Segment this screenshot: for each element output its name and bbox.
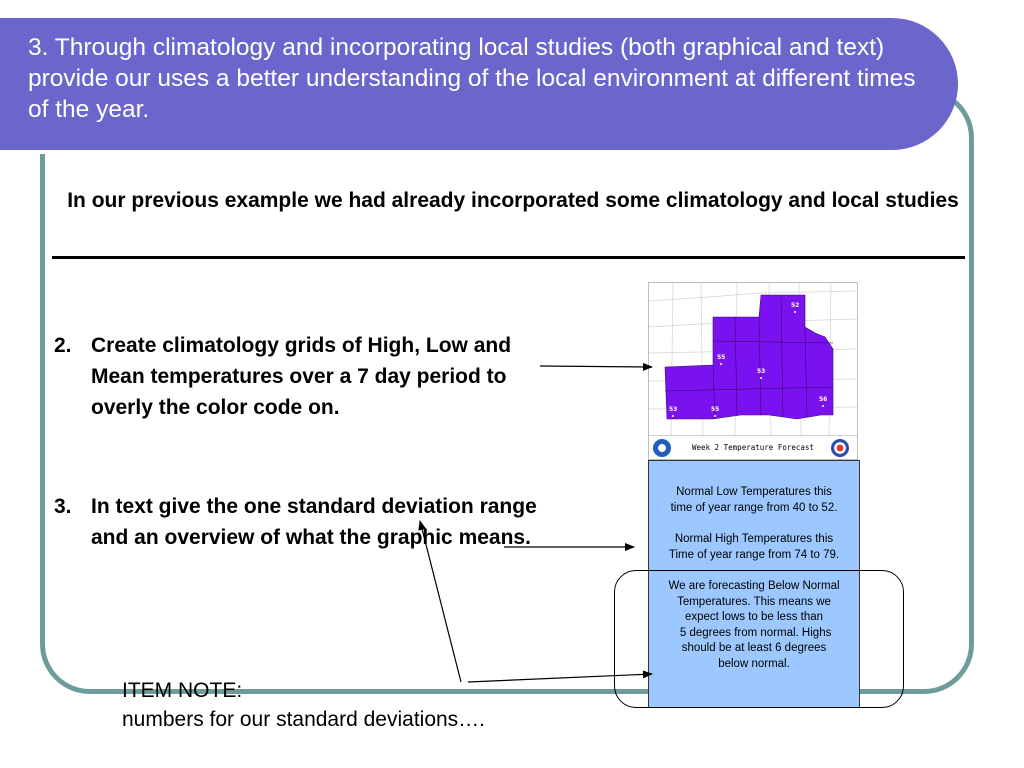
forecast-line: should be at least 6 degrees xyxy=(681,642,827,654)
list-item-text: In text give the one standard deviation range and an overview of what the graphic means. xyxy=(91,495,537,549)
map-label: 56 xyxy=(819,396,828,403)
list-item-number: 3. xyxy=(54,495,72,518)
forecast-line: 5 degrees from normal. Highs xyxy=(676,626,832,639)
slide-title: 3. Through climatology and incorporating local studies (both graphical and text) provide our uses a better understanding of the local environment at different times of the year. xyxy=(28,34,916,123)
map-caption: Week 2 Temperature Forecast xyxy=(692,443,814,452)
arrow-to-map xyxy=(540,366,652,367)
map-label: 53 xyxy=(669,406,678,413)
low-temp-line: Normal Low Temperatures this xyxy=(676,486,832,498)
map-label: 55 xyxy=(711,406,720,413)
list-item-number: 2. xyxy=(54,334,72,357)
map-label: 55 xyxy=(717,354,726,361)
high-temp-line: Normal High Temperatures this xyxy=(674,533,834,545)
forecast-line: below normal. xyxy=(718,657,790,670)
forecast-line: We are forecasting Below Normal xyxy=(668,580,840,592)
forecast-line: expect lows to be less than xyxy=(684,611,824,623)
list-item-text: Create climatology grids of High, Low and Mean temperatures over a 7 day period to overly the color code on. xyxy=(91,334,512,419)
arrow-to-item-3 xyxy=(420,521,461,682)
item-note-label: ITEM NOTE: xyxy=(122,679,243,702)
item-note-text: numbers for our standard deviations…. xyxy=(122,708,486,731)
map-label: 52 xyxy=(791,302,800,309)
low-temp-range: time of year range from 40 to 52. xyxy=(670,501,838,514)
map-label: 53 xyxy=(757,368,766,375)
arrow-to-forecast xyxy=(468,674,652,682)
high-temp-range: Time of year range from 74 to 79. xyxy=(668,548,840,561)
forecast-line: Temperatures. This means we xyxy=(677,595,831,608)
slide-subtitle: In our previous example we had already incorporated some climatology and local studies xyxy=(67,189,959,212)
